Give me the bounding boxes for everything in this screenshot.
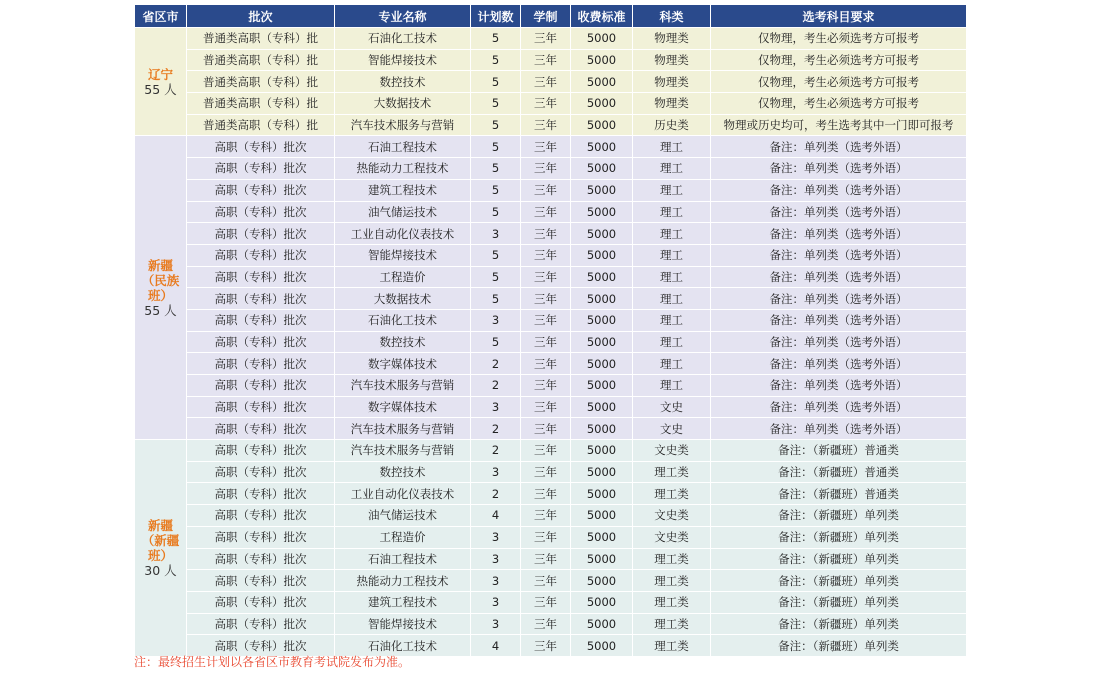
plan-count-cell: 5	[471, 71, 521, 93]
batch-cell: 普通类高职（专科）批	[187, 28, 335, 50]
plan-count-cell: 5	[471, 288, 521, 310]
region-name-line: 新疆	[147, 518, 173, 533]
fee-cell: 5000	[571, 93, 633, 115]
fee-cell: 5000	[571, 223, 633, 245]
category-cell: 文史类	[633, 505, 711, 527]
major-cell: 智能焊接技术	[335, 49, 471, 71]
region-name-line: 班）	[147, 287, 173, 303]
major-cell: 油气储运技术	[335, 201, 471, 223]
fee-cell: 5000	[571, 136, 633, 158]
batch-cell: 高职（专科）批次	[187, 570, 335, 592]
category-cell: 文史	[633, 418, 711, 440]
duration-cell: 三年	[521, 505, 571, 527]
batch-cell: 高职（专科）批次	[187, 591, 335, 613]
batch-cell: 高职（专科）批次	[187, 375, 335, 397]
footnote: 注：最终招生计划以各省区市教育考试院发布为准。	[134, 655, 411, 669]
major-cell: 石油化工技术	[335, 28, 471, 50]
plan-count-cell: 3	[471, 613, 521, 635]
table-row	[135, 591, 967, 613]
major-cell: 建筑工程技术	[335, 591, 471, 613]
requirement-cell: 备注：（新疆班）单列类	[711, 591, 967, 613]
region-cell	[135, 28, 187, 136]
batch-cell: 高职（专科）批次	[187, 418, 335, 440]
table-header-row	[135, 5, 967, 28]
category-cell: 理工	[633, 201, 711, 223]
fee-cell: 5000	[571, 114, 633, 136]
requirement-cell: 备注：（新疆班）单列类	[711, 548, 967, 570]
duration-cell: 三年	[521, 93, 571, 115]
major-cell: 油气储运技术	[335, 505, 471, 527]
duration-cell: 三年	[521, 266, 571, 288]
fee-cell: 5000	[571, 440, 633, 462]
category-cell: 理工类	[633, 483, 711, 505]
fee-cell: 5000	[571, 179, 633, 201]
table-row	[135, 114, 967, 136]
fee-cell: 5000	[571, 158, 633, 180]
batch-cell: 高职（专科）批次	[187, 309, 335, 331]
region-name-line: 新疆	[147, 257, 173, 273]
table-row	[135, 440, 967, 462]
duration-cell: 三年	[521, 49, 571, 71]
batch-cell: 高职（专科）批次	[187, 331, 335, 353]
requirement-cell: 备注：单列类（选考外语）	[711, 201, 967, 223]
table-row	[135, 483, 967, 505]
duration-cell: 三年	[521, 353, 571, 375]
duration-cell: 三年	[521, 136, 571, 158]
requirement-cell: 备注：（新疆班）普通类	[711, 440, 967, 462]
duration-cell: 三年	[521, 613, 571, 635]
duration-cell: 三年	[521, 114, 571, 136]
major-cell: 数控技术	[335, 71, 471, 93]
batch-cell: 高职（专科）批次	[187, 179, 335, 201]
major-cell: 智能焊接技术	[335, 613, 471, 635]
major-cell: 热能动力工程技术	[335, 570, 471, 592]
duration-cell: 三年	[521, 548, 571, 570]
duration-cell: 三年	[521, 331, 571, 353]
requirement-cell: 仅物理，考生必须选考方可报考	[711, 93, 967, 115]
batch-cell: 高职（专科）批次	[187, 158, 335, 180]
region-count: 55 人	[144, 302, 177, 318]
fee-cell: 5000	[571, 353, 633, 375]
requirement-cell: 备注：单列类（选考外语）	[711, 158, 967, 180]
fee-cell: 5000	[571, 288, 633, 310]
table-row	[135, 418, 967, 440]
major-cell: 热能动力工程技术	[335, 158, 471, 180]
plan-count-cell: 3	[471, 223, 521, 245]
requirement-cell: 备注：单列类（选考外语）	[711, 288, 967, 310]
plan-count-cell: 5	[471, 266, 521, 288]
table-row	[135, 570, 967, 592]
major-cell: 石油化工技术	[335, 309, 471, 331]
fee-cell: 5000	[571, 375, 633, 397]
table-row	[135, 613, 967, 635]
duration-cell: 三年	[521, 418, 571, 440]
plan-count-cell: 3	[471, 591, 521, 613]
plan-count-cell: 5	[471, 114, 521, 136]
header-major: 专业名称	[335, 5, 471, 28]
category-cell: 文史	[633, 396, 711, 418]
header-batch: 批次	[187, 5, 335, 28]
duration-cell: 三年	[521, 71, 571, 93]
plan-count-cell: 5	[471, 93, 521, 115]
requirement-cell: 备注：单列类（选考外语）	[711, 375, 967, 397]
category-cell: 理工	[633, 179, 711, 201]
requirement-cell: 仅物理，考生必须选考方可报考	[711, 28, 967, 50]
table-row	[135, 331, 967, 353]
plan-count-cell: 5	[471, 136, 521, 158]
enrollment-plan-table-container	[134, 4, 966, 657]
plan-count-cell: 5	[471, 28, 521, 50]
table-row	[135, 526, 967, 548]
enrollment-plan-table	[134, 4, 967, 657]
plan-count-cell: 4	[471, 505, 521, 527]
batch-cell: 高职（专科）批次	[187, 396, 335, 418]
header-subject-requirement: 选考科目要求	[711, 5, 967, 28]
category-cell: 理工	[633, 136, 711, 158]
duration-cell: 三年	[521, 375, 571, 397]
requirement-cell: 备注：单列类（选考外语）	[711, 179, 967, 201]
requirement-cell: 仅物理，考生必须选考方可报考	[711, 71, 967, 93]
plan-count-cell: 5	[471, 244, 521, 266]
duration-cell: 三年	[521, 526, 571, 548]
category-cell: 理工	[633, 309, 711, 331]
major-cell: 汽车技术服务与营销	[335, 440, 471, 462]
major-cell: 智能焊接技术	[335, 244, 471, 266]
plan-count-cell: 3	[471, 309, 521, 331]
region-count: 30 人	[144, 563, 177, 578]
duration-cell: 三年	[521, 201, 571, 223]
table-row	[135, 396, 967, 418]
major-cell: 工业自动化仪表技术	[335, 223, 471, 245]
table-row	[135, 461, 967, 483]
major-cell: 大数据技术	[335, 93, 471, 115]
batch-cell: 高职（专科）批次	[187, 288, 335, 310]
category-cell: 理工	[633, 331, 711, 353]
table-row	[135, 266, 967, 288]
plan-count-cell: 5	[471, 201, 521, 223]
batch-cell: 高职（专科）批次	[187, 635, 335, 657]
header-region: 省区市	[135, 5, 187, 28]
major-cell: 石油工程技术	[335, 548, 471, 570]
region-name-line: 辽宁	[147, 66, 173, 82]
plan-count-cell: 2	[471, 440, 521, 462]
batch-cell: 高职（专科）批次	[187, 353, 335, 375]
plan-count-cell: 3	[471, 548, 521, 570]
requirement-cell: 备注：（新疆班）普通类	[711, 461, 967, 483]
table-row	[135, 223, 967, 245]
table-row	[135, 179, 967, 201]
category-cell: 物理类	[633, 28, 711, 50]
fee-cell: 5000	[571, 548, 633, 570]
duration-cell: 三年	[521, 244, 571, 266]
plan-count-cell: 2	[471, 375, 521, 397]
table-row	[135, 93, 967, 115]
requirement-cell: 备注：单列类（选考外语）	[711, 266, 967, 288]
requirement-cell: 备注：单列类（选考外语）	[711, 136, 967, 158]
duration-cell: 三年	[521, 179, 571, 201]
region-name-line: 班）	[147, 548, 173, 563]
major-cell: 汽车技术服务与营销	[335, 114, 471, 136]
major-cell: 汽车技术服务与营销	[335, 375, 471, 397]
fee-cell: 5000	[571, 613, 633, 635]
batch-cell: 高职（专科）批次	[187, 505, 335, 527]
batch-cell: 普通类高职（专科）批	[187, 49, 335, 71]
batch-cell: 普通类高职（专科）批	[187, 114, 335, 136]
category-cell: 理工	[633, 288, 711, 310]
batch-cell: 普通类高职（专科）批	[187, 93, 335, 115]
batch-cell: 高职（专科）批次	[187, 461, 335, 483]
requirement-cell: 备注：单列类（选考外语）	[711, 396, 967, 418]
fee-cell: 5000	[571, 570, 633, 592]
major-cell: 工程造价	[335, 266, 471, 288]
duration-cell: 三年	[521, 635, 571, 657]
major-cell: 石油化工技术	[335, 635, 471, 657]
batch-cell: 高职（专科）批次	[187, 201, 335, 223]
plan-count-cell: 5	[471, 331, 521, 353]
plan-count-cell: 4	[471, 635, 521, 657]
table-row	[135, 28, 967, 50]
major-cell: 数控技术	[335, 461, 471, 483]
major-cell: 数字媒体技术	[335, 396, 471, 418]
duration-cell: 三年	[521, 396, 571, 418]
major-cell: 石油工程技术	[335, 136, 471, 158]
fee-cell: 5000	[571, 331, 633, 353]
fee-cell: 5000	[571, 49, 633, 71]
requirement-cell: 备注：（新疆班）单列类	[711, 526, 967, 548]
plan-count-cell: 2	[471, 353, 521, 375]
region-cell	[135, 136, 187, 440]
requirement-cell: 备注：单列类（选考外语）	[711, 223, 967, 245]
category-cell: 理工类	[633, 613, 711, 635]
fee-cell: 5000	[571, 396, 633, 418]
category-cell: 物理类	[633, 93, 711, 115]
plan-count-cell: 3	[471, 526, 521, 548]
fee-cell: 5000	[571, 526, 633, 548]
batch-cell: 高职（专科）批次	[187, 440, 335, 462]
batch-cell: 高职（专科）批次	[187, 548, 335, 570]
category-cell: 历史类	[633, 114, 711, 136]
duration-cell: 三年	[521, 158, 571, 180]
table-row	[135, 353, 967, 375]
major-cell: 数控技术	[335, 331, 471, 353]
category-cell: 物理类	[633, 71, 711, 93]
category-cell: 理工类	[633, 635, 711, 657]
major-cell: 建筑工程技术	[335, 179, 471, 201]
table-row	[135, 505, 967, 527]
batch-cell: 普通类高职（专科）批	[187, 71, 335, 93]
duration-cell: 三年	[521, 28, 571, 50]
batch-cell: 高职（专科）批次	[187, 266, 335, 288]
fee-cell: 5000	[571, 28, 633, 50]
category-cell: 物理类	[633, 49, 711, 71]
requirement-cell: 备注：（新疆班）单列类	[711, 635, 967, 657]
header-plan-count: 计划数	[471, 5, 521, 28]
table-body	[135, 28, 967, 657]
table-row	[135, 49, 967, 71]
fee-cell: 5000	[571, 591, 633, 613]
batch-cell: 高职（专科）批次	[187, 483, 335, 505]
requirement-cell: 物理或历史均可，考生选考其中一门即可报考	[711, 114, 967, 136]
fee-cell: 5000	[571, 635, 633, 657]
fee-cell: 5000	[571, 483, 633, 505]
requirement-cell: 备注：（新疆班）单列类	[711, 505, 967, 527]
requirement-cell: 备注：单列类（选考外语）	[711, 418, 967, 440]
region-name-line: （新疆	[141, 533, 180, 548]
fee-cell: 5000	[571, 201, 633, 223]
major-cell: 工业自动化仪表技术	[335, 483, 471, 505]
duration-cell: 三年	[521, 461, 571, 483]
major-cell: 汽车技术服务与营销	[335, 418, 471, 440]
requirement-cell: 备注：单列类（选考外语）	[711, 244, 967, 266]
plan-count-cell: 5	[471, 179, 521, 201]
fee-cell: 5000	[571, 461, 633, 483]
table-row	[135, 71, 967, 93]
requirement-cell: 备注：（新疆班）普通类	[711, 483, 967, 505]
category-cell: 文史类	[633, 440, 711, 462]
plan-count-cell: 5	[471, 49, 521, 71]
category-cell: 理工类	[633, 548, 711, 570]
requirement-cell: 备注：（新疆班）单列类	[711, 613, 967, 635]
fee-cell: 5000	[571, 418, 633, 440]
duration-cell: 三年	[521, 309, 571, 331]
header-category: 科类	[633, 5, 711, 28]
header-duration: 学制	[521, 5, 571, 28]
table-row	[135, 288, 967, 310]
table-row	[135, 201, 967, 223]
table-row	[135, 136, 967, 158]
category-cell: 理工	[633, 266, 711, 288]
table-row	[135, 548, 967, 570]
plan-count-cell: 2	[471, 483, 521, 505]
duration-cell: 三年	[521, 591, 571, 613]
duration-cell: 三年	[521, 570, 571, 592]
plan-count-cell: 3	[471, 461, 521, 483]
duration-cell: 三年	[521, 483, 571, 505]
fee-cell: 5000	[571, 71, 633, 93]
requirement-cell: 仅物理，考生必须选考方可报考	[711, 49, 967, 71]
duration-cell: 三年	[521, 223, 571, 245]
category-cell: 理工	[633, 375, 711, 397]
major-cell: 工程造价	[335, 526, 471, 548]
major-cell: 数字媒体技术	[335, 353, 471, 375]
plan-count-cell: 3	[471, 570, 521, 592]
category-cell: 理工	[633, 244, 711, 266]
table-row	[135, 244, 967, 266]
batch-cell: 高职（专科）批次	[187, 244, 335, 266]
plan-count-cell: 2	[471, 418, 521, 440]
category-cell: 理工类	[633, 461, 711, 483]
region-count: 55 人	[144, 81, 177, 97]
category-cell: 理工类	[633, 591, 711, 613]
table-row	[135, 158, 967, 180]
duration-cell: 三年	[521, 440, 571, 462]
plan-count-cell: 5	[471, 158, 521, 180]
fee-cell: 5000	[571, 266, 633, 288]
category-cell: 理工	[633, 158, 711, 180]
category-cell: 文史类	[633, 526, 711, 548]
plan-count-cell: 3	[471, 396, 521, 418]
header-fee: 收费标准	[571, 5, 633, 28]
category-cell: 理工类	[633, 570, 711, 592]
region-name-line: （民族	[141, 272, 180, 288]
batch-cell: 高职（专科）批次	[187, 613, 335, 635]
requirement-cell: 备注：单列类（选考外语）	[711, 309, 967, 331]
table-row	[135, 309, 967, 331]
fee-cell: 5000	[571, 505, 633, 527]
category-cell: 理工	[633, 353, 711, 375]
batch-cell: 高职（专科）批次	[187, 223, 335, 245]
major-cell: 大数据技术	[335, 288, 471, 310]
fee-cell: 5000	[571, 244, 633, 266]
category-cell: 理工	[633, 223, 711, 245]
fee-cell: 5000	[571, 309, 633, 331]
region-cell	[135, 440, 187, 657]
requirement-cell: 备注：单列类（选考外语）	[711, 331, 967, 353]
requirement-cell: 备注：单列类（选考外语）	[711, 353, 967, 375]
duration-cell: 三年	[521, 288, 571, 310]
batch-cell: 高职（专科）批次	[187, 526, 335, 548]
batch-cell: 高职（专科）批次	[187, 136, 335, 158]
table-row	[135, 375, 967, 397]
requirement-cell: 备注：（新疆班）单列类	[711, 570, 967, 592]
